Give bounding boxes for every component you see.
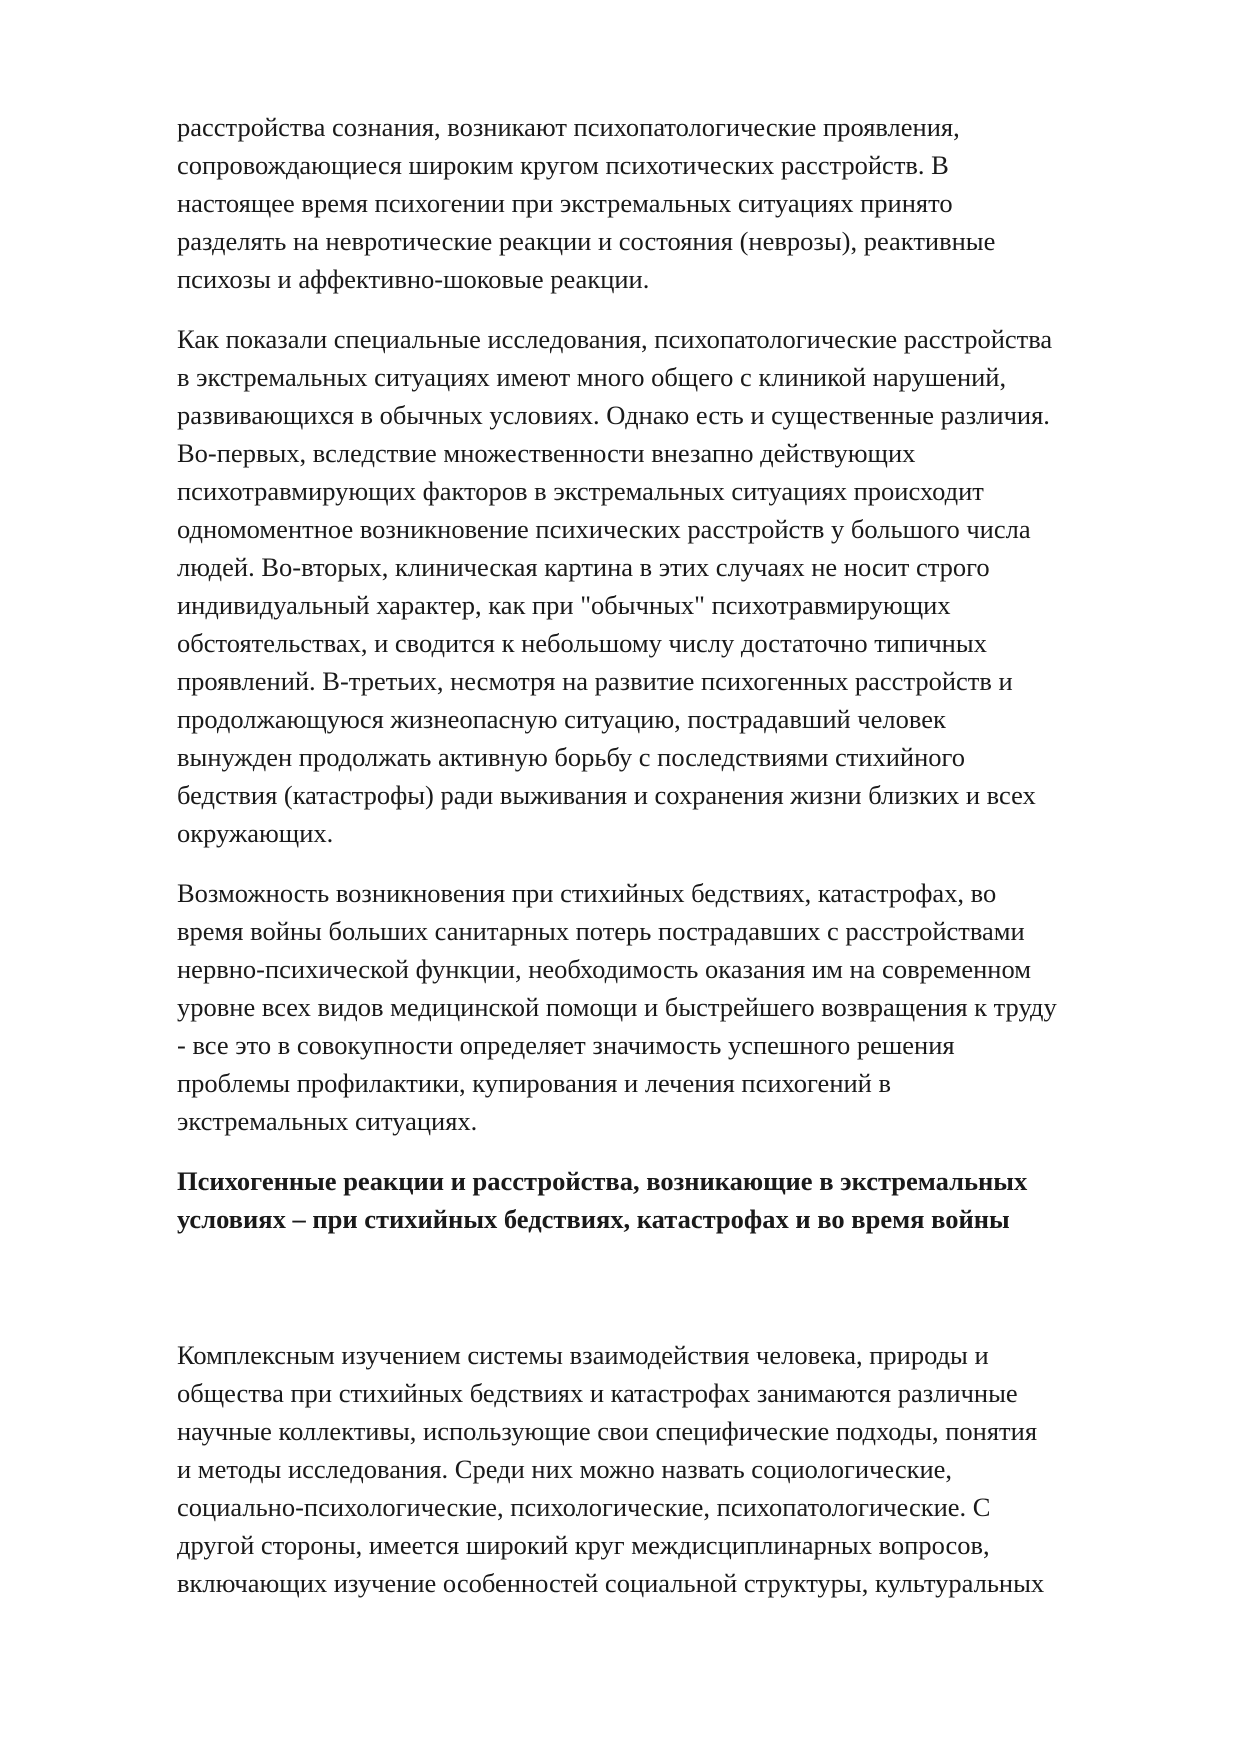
- text-line: нервно-психической функции, необходимость оказания им на современном: [177, 954, 1032, 984]
- text-line: обстоятельствах, и сводится к небольшому числу достаточно типичных: [177, 628, 987, 658]
- text-line: психотравмирующих факторов в экстремальных ситуациях происходит: [177, 476, 984, 506]
- text-line: и методы исследования. Среди них можно назвать социологические,: [177, 1454, 953, 1484]
- text-line: продолжающуюся жизнеопасную ситуацию, пострадавший человек: [177, 704, 946, 734]
- paragraph-3: [177, 874, 1162, 1140]
- text-line: одномоментное возникновение психических расстройств у большого числа: [177, 514, 1031, 544]
- text-line: общества при стихийных бедствиях и катастрофах занимаются различные: [177, 1378, 1018, 1408]
- heading-line: Психогенные реакции и расстройства, возникающие в экстремальных: [177, 1166, 1028, 1196]
- text-line: уровне всех видов медицинской помощи и быстрейшего возвращения к труду: [177, 992, 1057, 1022]
- text-line: индивидуальный характер, как при "обычных" психотравмирующих: [177, 590, 951, 620]
- text-line: другой стороны, имеется широкий круг междисциплинарных вопросов,: [177, 1530, 990, 1560]
- text-line: проявлений. В-третьих, несмотря на развитие психогенных расстройств и: [177, 666, 1013, 696]
- text-line: бедствия (катастрофы) ради выживания и сохранения жизни близких и всех: [177, 780, 1036, 810]
- text-line: - все это в совокупности определяет значимость успешного решения: [177, 1030, 955, 1060]
- paragraph-2: [177, 320, 1162, 852]
- text-line: время войны больших санитарных потерь пострадавших с расстройствами: [177, 916, 1025, 946]
- text-line: Возможность возникновения при стихийных бедствиях, катастрофах, во: [177, 878, 997, 908]
- document-page: [177, 108, 1162, 1624]
- text-line: людей. Во-вторых, клиническая картина в этих случаях не носит строго: [177, 552, 990, 582]
- text-line: социально-психологические, психологические, психопатологические. С: [177, 1492, 991, 1522]
- heading-line: условиях – при стихийных бедствиях, катастрофах и во время войны: [177, 1204, 1010, 1234]
- text-line: расстройства сознания, возникают психопатологические проявления,: [177, 112, 960, 142]
- text-line: разделять на невротические реакции и состояния (неврозы), реактивные: [177, 226, 996, 256]
- text-line: психозы и аффективно-шоковые реакции.: [177, 264, 650, 294]
- paragraph-1: [177, 108, 1162, 298]
- text-line: экстремальных ситуациях.: [177, 1106, 478, 1136]
- text-line: сопровождающиеся широким кругом психотических расстройств. В: [177, 150, 949, 180]
- text-line: Комплексным изучением системы взаимодействия человека, природы и: [177, 1340, 989, 1370]
- text-line: проблемы профилактики, купирования и лечения психогений в: [177, 1068, 891, 1098]
- section-heading: [177, 1162, 1162, 1238]
- text-line: в экстремальных ситуациях имеют много общего с клиникой нарушений,: [177, 362, 1007, 392]
- text-line: развивающихся в обычных условиях. Однако есть и существенные различия.: [177, 400, 1050, 430]
- text-line: включающих изучение особенностей социальной структуры, культуральных: [177, 1568, 1045, 1598]
- text-line: окружающих.: [177, 818, 334, 848]
- text-line: вынужден продолжать активную борьбу с последствиями стихийного: [177, 742, 965, 772]
- text-line: научные коллективы, использующие свои специфические подходы, понятия: [177, 1416, 1038, 1446]
- text-line: настоящее время психогении при экстремальных ситуациях принято: [177, 188, 953, 218]
- text-line: Во-первых, вследствие множественности внезапно действующих: [177, 438, 916, 468]
- paragraph-4: [177, 1336, 1162, 1602]
- text-line: Как показали специальные исследования, психопатологические расстройства: [177, 324, 1053, 354]
